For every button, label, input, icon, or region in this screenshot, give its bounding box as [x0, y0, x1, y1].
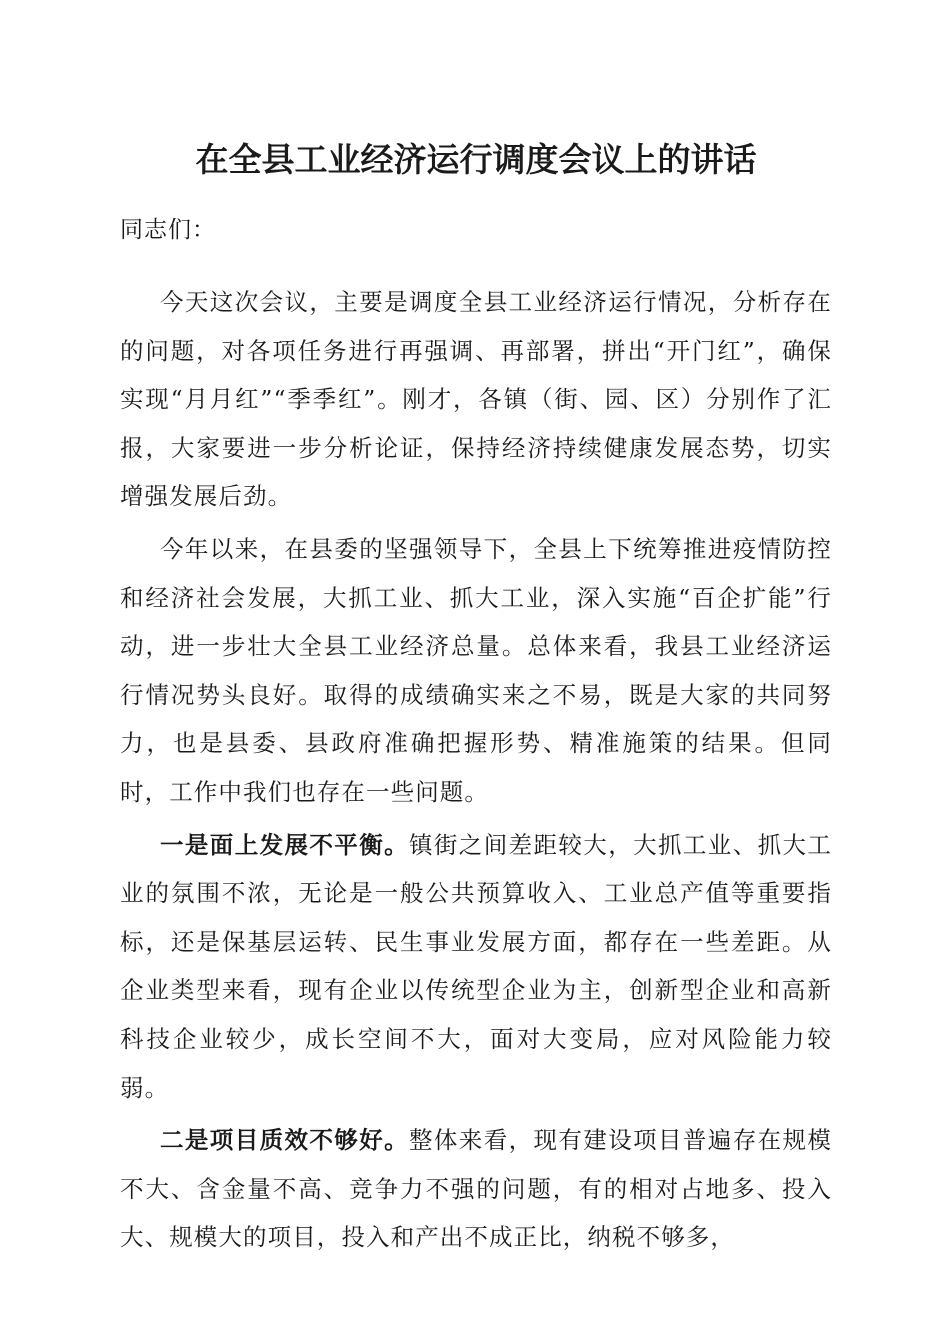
paragraph-text: 整体来看，现有建设项目普遍存在规模不大、含金量不高、竞争力不强的问题，有的相对占地多、投入大、规模大的项目，投入和产出不成正比，纳税不够多， [120, 1126, 832, 1252]
paragraph-4 [120, 1116, 832, 1262]
document-title: 在全县工业经济运行调度会议上的讲话 [195, 140, 757, 179]
paragraph-2 [120, 525, 832, 817]
paragraph-1 [120, 278, 832, 521]
document-body [120, 278, 832, 1266]
paragraph-3 [120, 821, 832, 1113]
salutation: 同志们： [120, 217, 216, 243]
document-page [120, 132, 832, 1252]
paragraph-lead: 二是项目质效不够好。 [160, 1126, 409, 1155]
paragraph-text: 今年以来，在县委的坚强领导下，全县上下统筹推进疫情防控和经济社会发展，大抓工业、抓大工业，深入实施“百企扩能”行动，进一步壮大全县工业经济总量。总体来看，我县工业经济运行情况势头良好。取得的成绩确实来之不易，既是大家的共同努力，也是县委、县政府准确把握形势、精准施策的结果。但同时，工作中我们也存在一些问题。 [120, 534, 832, 806]
paragraph-lead: 一是面上发展不平衡。 [160, 830, 409, 859]
paragraph-text: 镇街之间差距较大，大抓工业、抓大工业的氛围不浓，无论是一般公共预算收入、工业总产值等重要指标，还是保基层运转、民生事业发展方面，都存在一些差距。从企业类型来看，现有企业以传统型企业为主，创新型企业和高新科技企业较少，成长空间不大，面对大变局，应对风险能力较弱。 [120, 830, 832, 1102]
paragraph-text: 今天这次会议，主要是调度全县工业经济运行情况，分析存在的问题，对各项任务进行再强调、再部署，拼出“开门红”，确保实现“月月红”“季季红”。刚才，各镇（街、园、区）分别作了汇报，大家要进一步分析论证，保持经济持续健康发展态势，切实增强发展后劲。 [120, 288, 832, 511]
